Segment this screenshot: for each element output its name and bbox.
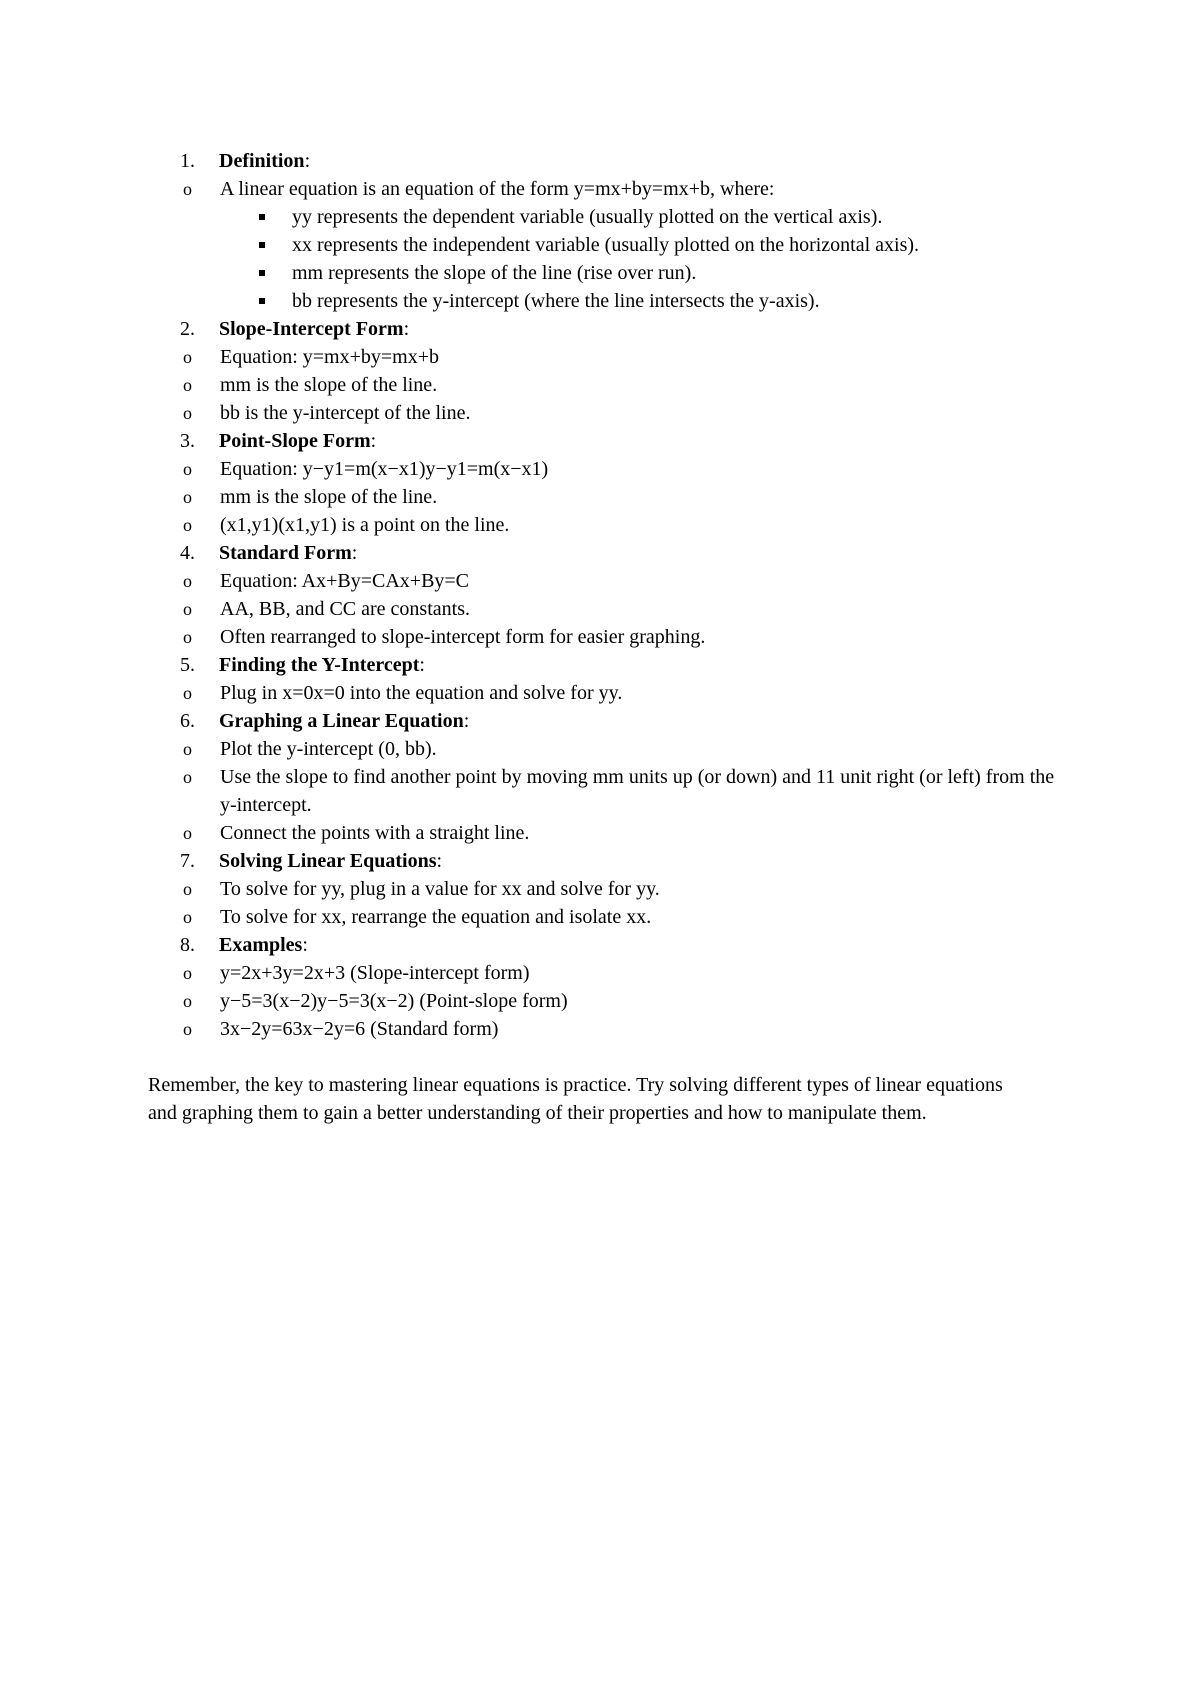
section-heading: Examples [219,934,303,956]
bullet-item [148,875,1068,903]
bullet-text: y−5=3(x−2)y−5=3(x−2) (Point-slope form) [220,990,568,1012]
bullet-text: Equation: Ax+By=CAx+By=C [220,570,470,592]
bullet-text: bb is the y-intercept of the line. [220,402,471,424]
section-bullet-list [148,455,1068,539]
section-heading: Finding the Y-Intercept [219,654,420,676]
circle-bullet-icon: o [183,375,192,395]
section-number: 7. [180,850,195,872]
section-heading: Solving Linear Equations [219,850,437,872]
bullet-item [148,567,1068,595]
bullet-item [148,511,1068,539]
square-bullet-icon [259,298,265,304]
section-heading: Slope-Intercept Form [219,318,404,340]
bullet-item [148,763,1068,819]
circle-bullet-icon: o [183,347,192,367]
section-item [148,315,1068,427]
bullet-text: Connect the points with a straight line. [220,822,530,844]
bullet-item [148,903,1068,931]
section-bullet-list [148,875,1068,931]
bullet-item [148,679,1068,707]
bullet-item [148,371,1068,399]
nested-bullet-text: mm represents the slope of the line (rise over run). [292,262,697,284]
nested-bullet-item [148,259,1068,287]
circle-bullet-icon: o [183,571,192,591]
section-bullet-list [148,735,1068,847]
bullet-text: mm is the slope of the line. [220,486,438,508]
nested-bullet-text: yy represents the dependent variable (usually plotted on the vertical axis). [292,206,883,228]
bullet-text: Often rearranged to slope-intercept form for easier graphing. [220,626,706,648]
bullet-item [148,735,1068,763]
circle-bullet-icon: o [183,515,192,535]
section-number: 8. [180,934,195,956]
bullet-item [148,343,1068,371]
section-item [148,147,1068,315]
numbered-section-list [148,147,1068,1043]
bullet-text: To solve for yy, plug in a value for xx and solve for yy. [220,878,660,900]
square-bullet-icon [259,270,265,276]
section-item [148,651,1068,707]
nested-bullet-text: xx represents the independent variable (usually plotted on the horizontal axis). [292,234,920,256]
section-heading: Point-Slope Form [219,430,371,452]
heading-colon: : [403,318,410,340]
bullet-text: 3x−2y=63x−2y=6 (Standard form) [220,1018,499,1040]
section-item [148,931,1068,1043]
bullet-text: Equation: y−y1=m(x−x1)y−y1=m(x−x1) [220,458,549,480]
bullet-item [148,959,1068,987]
circle-bullet-icon: o [183,963,192,983]
heading-colon: : [351,542,358,564]
circle-bullet-icon: o [183,823,192,843]
circle-bullet-icon: o [183,879,192,899]
section-number: 4. [180,542,195,564]
circle-bullet-icon: o [183,627,192,647]
circle-bullet-icon: o [183,1019,192,1039]
bullet-item [148,175,1068,315]
section-number: 1. [180,150,195,172]
section-bullet-list [148,567,1068,651]
heading-colon: : [436,850,443,872]
section-number: 2. [180,318,195,340]
nested-bullet-text: bb represents the y-intercept (where the line intersects the y-axis). [292,290,820,312]
circle-bullet-icon: o [183,907,192,927]
bullet-item [148,483,1068,511]
nested-bullet-item [148,287,1068,315]
section-item [148,427,1068,539]
bullet-text: Equation: y=mx+by=mx+b [220,346,439,368]
circle-bullet-icon: o [183,683,192,703]
bullet-text: mm is the slope of the line. [220,374,438,396]
bullet-text: A linear equation is an equation of the form y=mx+by=mx+b, where: [220,178,775,200]
bullet-item [148,399,1068,427]
circle-bullet-icon: o [183,767,192,787]
bullet-text: y=2x+3y=2x+3 (Slope-intercept form) [220,962,530,984]
bullet-text: Use the slope to find another point by moving mm units up (or down) and 11 unit right (or left) from the y-intercept. [220,766,1055,816]
bullet-text: Plug in x=0x=0 into the equation and solve for yy. [220,682,623,704]
square-bullet-icon [259,242,265,248]
section-number: 6. [180,710,195,732]
nested-bullet-list [148,203,1068,315]
section-heading: Graphing a Linear Equation [219,710,464,732]
bullet-item [148,623,1068,651]
heading-colon: : [419,654,425,676]
bullet-item [148,595,1068,623]
circle-bullet-icon: o [183,739,192,759]
bullet-item [148,987,1068,1015]
heading-colon: : [370,430,377,452]
section-bullet-list [148,343,1068,427]
bullet-text: AA, BB, and CC are constants. [220,598,470,620]
section-bullet-list [148,959,1068,1043]
square-bullet-icon [259,214,265,220]
bullet-item [148,1015,1068,1043]
nested-bullet-item [148,203,1068,231]
circle-bullet-icon: o [183,179,192,199]
circle-bullet-icon: o [183,599,192,619]
circle-bullet-icon: o [183,487,192,507]
heading-colon: : [302,934,308,956]
section-bullet-list [148,175,1068,315]
bullet-text: (x1,y1)(x1,y1) is a point on the line. [220,514,510,536]
bullet-text: To solve for xx, rearrange the equation and isolate xx. [220,906,652,928]
circle-bullet-icon: o [183,459,192,479]
section-bullet-list [148,679,1068,707]
section-item [148,707,1068,847]
bullet-item [148,455,1068,483]
section-item [148,539,1068,651]
section-heading: Definition [219,150,305,172]
circle-bullet-icon: o [183,991,192,1011]
bullet-item [148,819,1068,847]
section-item [148,847,1068,931]
nested-bullet-item [148,231,1068,259]
closing-paragraph: Remember, the key to mastering linear equations is practice. Try solving different types of linear equations and graphing them to gain a better understanding of their properties and how to manipulate them. [148,1074,1003,1124]
section-number: 5. [180,654,195,676]
section-number: 3. [180,430,195,452]
circle-bullet-icon: o [183,403,192,423]
heading-colon: : [304,150,311,172]
section-heading: Standard Form [219,542,352,564]
bullet-text: Plot the y-intercept (0, bb). [220,738,437,760]
document-content [148,147,1068,1147]
heading-colon: : [463,710,470,732]
